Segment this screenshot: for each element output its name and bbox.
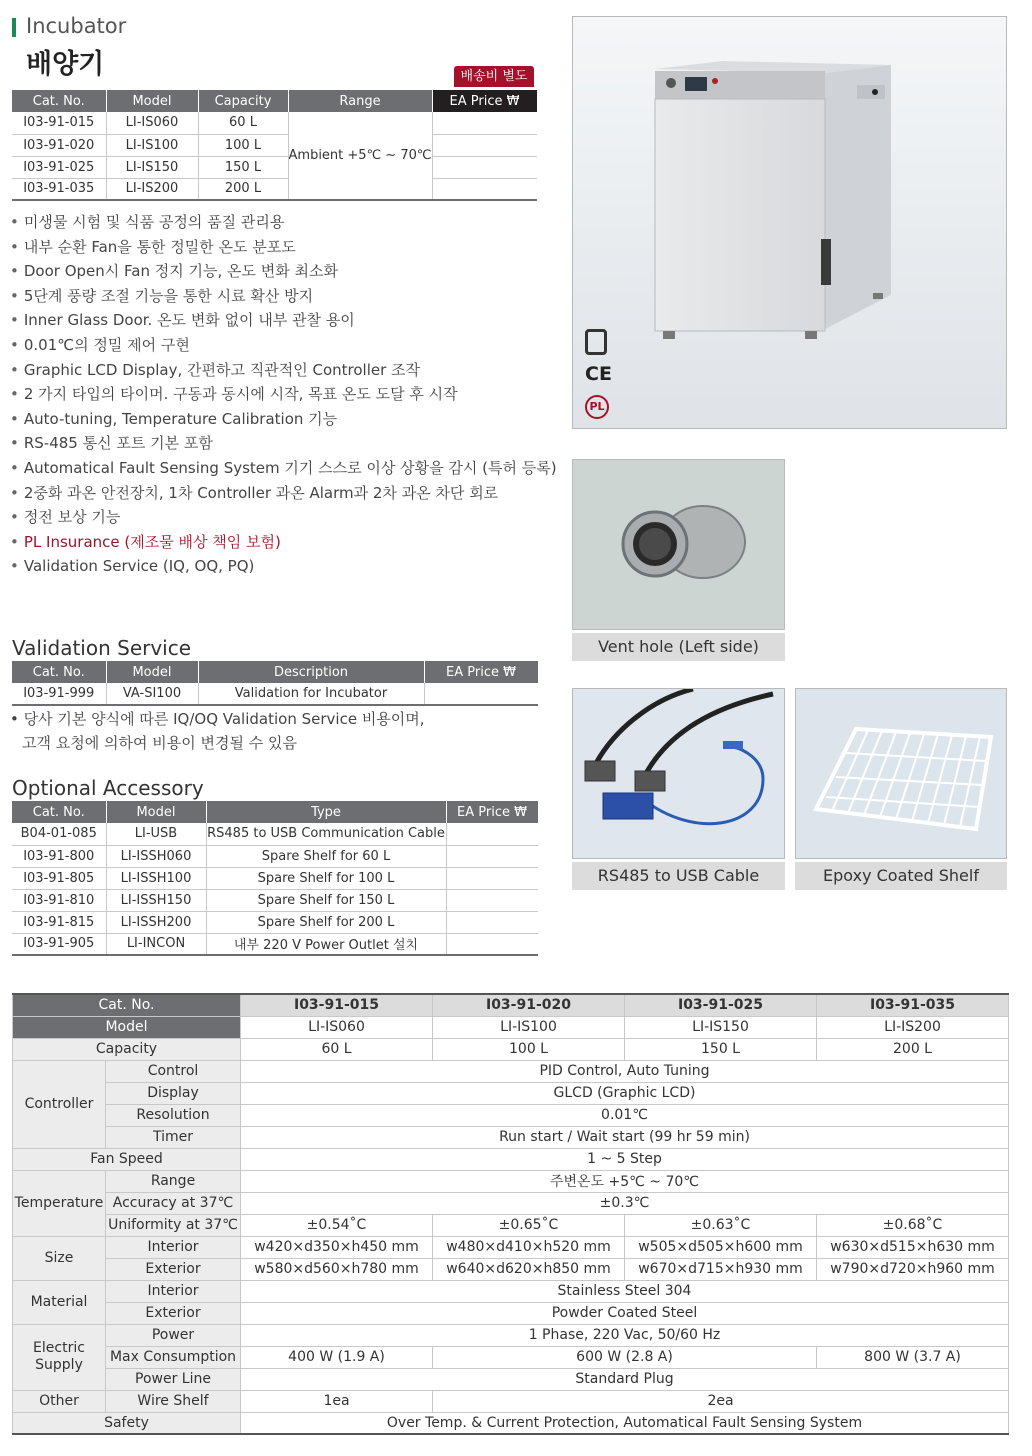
spec-catno: I03-91-035	[817, 994, 1009, 1016]
usb-cable-illustration	[573, 689, 785, 859]
spec-size-label: Size	[13, 1236, 106, 1280]
validation-note	[10, 707, 425, 755]
model: LI-IS200	[106, 178, 198, 200]
spec-value: w640×d620×h850 mm	[433, 1258, 625, 1280]
price	[424, 683, 538, 705]
list-item: • Auto-tuning, Temperature Calibration 기능	[10, 407, 555, 432]
col-header: Model	[106, 90, 198, 112]
spec-value: 1ea	[241, 1390, 433, 1412]
cat-no: I03-91-999	[12, 683, 106, 705]
list-item: • Validation Service (IQ, OQ, PQ)	[10, 554, 555, 579]
spec-value: ±0.63˚C	[625, 1214, 817, 1236]
model: LI-ISSH150	[106, 889, 206, 911]
shipping-badge: 배송비 별도	[454, 66, 534, 87]
spec-sub-label: Interior	[106, 1280, 241, 1302]
spec-value: w420×d350×h450 mm	[241, 1236, 433, 1258]
list-item: • 2중화 과온 안전장치, 1차 Controller 과온 Alarm과 2차 과온 차단 회로	[10, 481, 555, 506]
accessory-title: Optional Accessory	[12, 776, 204, 800]
table-row	[12, 933, 538, 955]
list-item: • 5단계 풍량 조절 기능을 통한 시료 확산 방지	[10, 284, 555, 309]
type: RS485 to USB Communication Cable	[206, 823, 446, 845]
note-line: 고객 요청에 의하여 비용이 변경될 수 있음	[22, 734, 297, 752]
validation-title: Validation Service	[12, 636, 192, 660]
cat-no: I03-91-815	[12, 911, 106, 933]
spec-value: ±0.68˚C	[817, 1214, 1009, 1236]
spec-value: GLCD (Graphic LCD)	[241, 1082, 1009, 1104]
spec-capacity: 200 L	[817, 1038, 1009, 1060]
capacity: 60 L	[198, 112, 288, 134]
price	[446, 911, 538, 933]
spec-value: w580×d560×h780 mm	[241, 1258, 433, 1280]
col-header: Range	[288, 90, 432, 112]
vent-hole-photo	[572, 459, 785, 630]
spec-value: w630×d515×h630 mm	[817, 1236, 1009, 1258]
spec-catno: I03-91-015	[241, 994, 433, 1016]
spec-value: 1 ~ 5 Step	[241, 1148, 1009, 1170]
feature-list	[10, 210, 555, 579]
spec-value: w480×d410×h520 mm	[433, 1236, 625, 1258]
shelf-caption: Epoxy Coated Shelf	[795, 862, 1007, 890]
spec-value: ±0.54˚C	[241, 1214, 433, 1236]
capacity: 200 L	[198, 178, 288, 200]
incubator-illustration	[573, 17, 1007, 429]
table-row	[12, 845, 538, 867]
spec-sub-label: Interior	[106, 1236, 241, 1258]
spec-value: w790×d720×h960 mm	[817, 1258, 1009, 1280]
cat-no: I03-91-805	[12, 867, 106, 889]
type: Spare Shelf for 200 L	[206, 911, 446, 933]
price	[432, 112, 537, 134]
col-header: Description	[198, 661, 424, 683]
spec-sub-label: Display	[106, 1082, 241, 1104]
price	[446, 889, 538, 911]
price	[446, 845, 538, 867]
cat-no: I03-91-025	[12, 156, 106, 178]
table-row	[12, 823, 538, 845]
cat-no: I03-91-020	[12, 134, 106, 156]
spec-material-label: Material	[13, 1280, 106, 1324]
spec-temperature-label: Temperature	[13, 1170, 106, 1236]
list-item: • 내부 순환 Fan을 통한 정밀한 온도 분포도	[10, 235, 555, 260]
cat-no: B04-01-085	[12, 823, 106, 845]
validation-table	[12, 661, 539, 706]
spec-catno: I03-91-020	[433, 994, 625, 1016]
spec-sub-label: Power	[106, 1324, 241, 1346]
model: LI-ISSH100	[106, 867, 206, 889]
ce-mark: CE	[585, 363, 612, 385]
cat-no: I03-91-035	[12, 178, 106, 200]
table-row	[12, 134, 537, 156]
model: LI-ISSH200	[106, 911, 206, 933]
spec-capacity: 100 L	[433, 1038, 625, 1060]
spec-value: 600 W (2.8 A)	[433, 1346, 817, 1368]
spec-sub-label: Uniformity at 37℃	[106, 1214, 241, 1236]
model: LI-ISSH060	[106, 845, 206, 867]
col-header: Cat. No.	[12, 801, 106, 823]
spec-electric-label: Electric Supply	[13, 1324, 106, 1390]
table-row	[12, 178, 537, 200]
type: 내부 220 V Power Outlet 설치	[206, 933, 446, 955]
spec-sub-label: Max Consumption	[106, 1346, 241, 1368]
list-item: • Automatical Fault Sensing System 기기 스스로 이상 상황을 감시 (특허 등록)	[10, 456, 555, 481]
spec-value: Stainless Steel 304	[241, 1280, 1009, 1302]
spec-value: Standard Plug	[241, 1368, 1009, 1390]
price	[446, 823, 538, 845]
spec-value: 주변온도 +5℃ ~ 70℃	[241, 1170, 1009, 1192]
table-row	[12, 889, 538, 911]
spec-value: 400 W (1.9 A)	[241, 1346, 433, 1368]
kc-mark	[585, 329, 607, 355]
spec-value: 0.01℃	[241, 1104, 1009, 1126]
product-table	[12, 90, 538, 201]
type: Spare Shelf for 60 L	[206, 845, 446, 867]
spec-sub-label: Timer	[106, 1126, 241, 1148]
title-korean: 배양기	[26, 49, 105, 80]
list-item: • 정전 보상 기능	[10, 505, 555, 530]
accessory-table	[12, 801, 539, 956]
spec-safety-label: Safety	[13, 1412, 241, 1434]
spec-value: 1 Phase, 220 Vac, 50/60 Hz	[241, 1324, 1009, 1346]
capacity: 150 L	[198, 156, 288, 178]
price	[432, 134, 537, 156]
description: Validation for Incubator	[198, 683, 424, 705]
spec-other-label: Other	[13, 1390, 106, 1412]
title-english: Incubator	[26, 14, 127, 38]
list-item: • 2 가지 타입의 타이머. 구동과 동시에 시작, 목표 온도 도달 후 시작	[10, 382, 555, 407]
col-header: Capacity	[198, 90, 288, 112]
list-item: • Inner Glass Door. 온도 변화 없이 내부 관찰 용이	[10, 308, 555, 333]
spec-value: w670×d715×h930 mm	[625, 1258, 817, 1280]
shelf-photo	[795, 688, 1007, 859]
list-item: • RS-485 통신 포트 기본 포함	[10, 431, 555, 456]
spec-sub-label: Power Line	[106, 1368, 241, 1390]
model: LI-IS060	[106, 112, 198, 134]
model: LI-INCON	[106, 933, 206, 955]
list-item: • Door Open시 Fan 정지 기능, 온도 변화 최소화	[10, 259, 555, 284]
cat-no: I03-91-800	[12, 845, 106, 867]
spec-value: ±0.3℃	[241, 1192, 1009, 1214]
price	[446, 867, 538, 889]
table-row	[12, 156, 537, 178]
model: LI-IS150	[106, 156, 198, 178]
spec-value: PID Control, Auto Tuning	[241, 1060, 1009, 1082]
spec-model: LI-IS150	[625, 1016, 817, 1038]
col-header: EA Price ₩	[424, 661, 538, 683]
spec-sub-label: Exterior	[106, 1302, 241, 1324]
spec-table	[12, 993, 1009, 1435]
col-header: EA Price ₩	[446, 801, 538, 823]
spec-value: 800 W (3.7 A)	[817, 1346, 1009, 1368]
capacity: 100 L	[198, 134, 288, 156]
cat-no: I03-91-905	[12, 933, 106, 955]
list-item: • Graphic LCD Display, 간편하고 직관적인 Controller 조작	[10, 358, 555, 383]
spec-sub-label: Range	[106, 1170, 241, 1192]
spec-value: Over Temp. & Current Protection, Automatical Fault Sensing System	[241, 1412, 1009, 1434]
spec-model-label: Model	[13, 1016, 241, 1038]
type: Spare Shelf for 150 L	[206, 889, 446, 911]
spec-value: ±0.65˚C	[433, 1214, 625, 1236]
price	[432, 178, 537, 200]
table-row	[12, 683, 538, 705]
vent-hole-caption: Vent hole (Left side)	[572, 633, 785, 661]
spec-value: Run start / Wait start (99 hr 59 min)	[241, 1126, 1009, 1148]
spec-controller-label: Controller	[13, 1060, 106, 1148]
spec-catno: I03-91-025	[625, 994, 817, 1016]
spec-catno-label: Cat. No.	[13, 994, 241, 1016]
table-row	[12, 112, 537, 134]
list-item: • 0.01℃의 정밀 제어 구현	[10, 333, 555, 358]
pl-mark: PL	[585, 395, 609, 419]
col-header: Model	[106, 661, 198, 683]
price	[446, 933, 538, 955]
table-row	[12, 867, 538, 889]
spec-capacity: 60 L	[241, 1038, 433, 1060]
col-header: Cat. No.	[12, 661, 106, 683]
col-header: EA Price ₩	[432, 90, 537, 112]
model: LI-USB	[106, 823, 206, 845]
list-item: • 미생물 시험 및 식품 공정의 품질 관리용	[10, 210, 555, 235]
spec-value: 2ea	[433, 1390, 1009, 1412]
incubator-photo	[572, 16, 1007, 429]
usb-cable-caption: RS485 to USB Cable	[572, 862, 785, 890]
spec-value: w505×d505×h600 mm	[625, 1236, 817, 1258]
note-line: • 당사 기본 양식에 따른 IQ/OQ Validation Service 비용이며,	[10, 710, 425, 728]
model: LI-IS100	[106, 134, 198, 156]
col-header: Type	[206, 801, 446, 823]
spec-value: Powder Coated Steel	[241, 1302, 1009, 1324]
spec-model: LI-IS060	[241, 1016, 433, 1038]
title-accent-bar	[12, 18, 16, 37]
col-header: Model	[106, 801, 206, 823]
type: Spare Shelf for 100 L	[206, 867, 446, 889]
shelf-illustration	[796, 689, 1007, 859]
vent-hole-illustration	[573, 460, 785, 630]
spec-capacity: 150 L	[625, 1038, 817, 1060]
spec-sub-label: Control	[106, 1060, 241, 1082]
range: Ambient +5℃ ~ 70℃	[288, 112, 432, 200]
spec-fan-label: Fan Speed	[13, 1148, 241, 1170]
spec-model: LI-IS100	[433, 1016, 625, 1038]
price	[432, 156, 537, 178]
col-header: Cat. No.	[12, 90, 106, 112]
spec-model: LI-IS200	[817, 1016, 1009, 1038]
spec-sub-label: Wire Shelf	[106, 1390, 241, 1412]
spec-sub-label: Accuracy at 37℃	[106, 1192, 241, 1214]
spec-capacity-label: Capacity	[13, 1038, 241, 1060]
spec-sub-label: Resolution	[106, 1104, 241, 1126]
usb-cable-photo	[572, 688, 785, 859]
spec-sub-label: Exterior	[106, 1258, 241, 1280]
cat-no: I03-91-810	[12, 889, 106, 911]
cat-no: I03-91-015	[12, 112, 106, 134]
model: VA-SI100	[106, 683, 198, 705]
table-row	[12, 911, 538, 933]
list-item-highlight: • PL Insurance (제조물 배상 책임 보험)	[10, 530, 555, 555]
